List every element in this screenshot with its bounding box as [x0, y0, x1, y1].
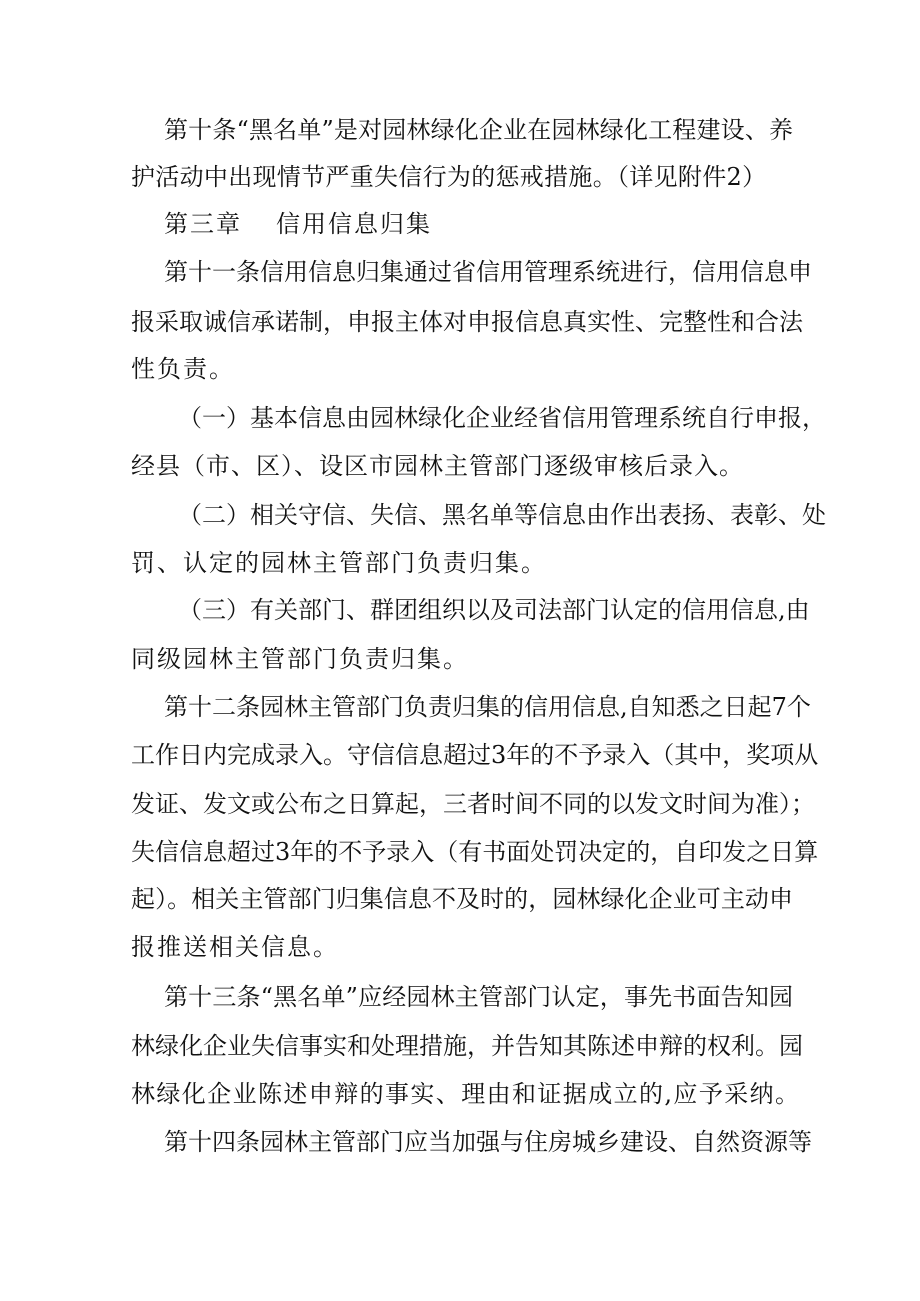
article-13-line-3: 林绿化企业陈述申辩的事实、理由和证据成立的,应予采纳。 — [131, 1080, 801, 1108]
article-12-line-1: 第十二条园林主管部门负责归集的信用信息,自知悉之日起7个 — [164, 693, 811, 721]
item-3-line-2: 同级园林主管部门负责归集。 — [131, 645, 469, 673]
item-2-line-1: （二）相关守信、失信、黑名单等信息由作出表扬、表彰、处 — [178, 501, 826, 529]
article-14-line-1: 第十四条园林主管部门应当加强与住房城乡建设、自然资源等 — [164, 1128, 812, 1156]
chapter-title: 信用信息归集 — [276, 210, 432, 238]
article-11-line-2: 报采取诚信承诺制，申报主体对申报信息真实性、完整性和合法 — [131, 308, 803, 336]
item-3-line-1: （三）有关部门、群团组织以及司法部门认定的信用信息,由 — [178, 596, 810, 624]
item-1-line-1: （一）基本信息由园林绿化企业经省信用管理系统自行申报， — [178, 404, 826, 432]
article-13-line-2: 林绿化企业失信事实和处理措施，并告知其陈述申辩的权利。园 — [131, 1032, 803, 1060]
article-10-line-1: 第十条“黑名单”是对园林绿化企业在园林绿化工程建设、养 — [164, 116, 793, 144]
item-1-line-2: 经县（市、区）、设区市园林主管部门逐级审核后录入。 — [131, 452, 744, 480]
article-11-line-3: 性负责。 — [131, 355, 235, 383]
item-2-line-2: 罚、认定的园林主管部门负责归集。 — [131, 549, 547, 577]
article-10-line-2: 护活动中出现情节严重失信行为的惩戒措施。（详见附件2） — [131, 163, 767, 191]
article-12-line-6: 报推送相关信息。 — [131, 933, 339, 961]
article-12-line-2: 工作日内完成录入。守信信息超过3年的不予录入（其中，奖项从 — [131, 741, 819, 769]
article-13-line-1: 第十三条“黑名单”应经园林主管部门认定，事先书面告知园 — [164, 983, 793, 1011]
chapter-number: 第三章 — [164, 210, 242, 238]
article-12-line-5: 起）。相关主管部门归集信息不及时的，园林绿化企业可主动申 — [131, 885, 793, 913]
article-12-line-3: 发证、发文或公布之日算起，三者时间不同的以发文时间为准）； — [131, 790, 815, 818]
article-12-line-4: 失信信息超过3年的不予录入（有书面处罚决定的，自印发之日算 — [131, 838, 819, 866]
article-11-line-1: 第十一条信用信息归集通过省信用管理系统进行，信用信息申 — [164, 258, 812, 286]
